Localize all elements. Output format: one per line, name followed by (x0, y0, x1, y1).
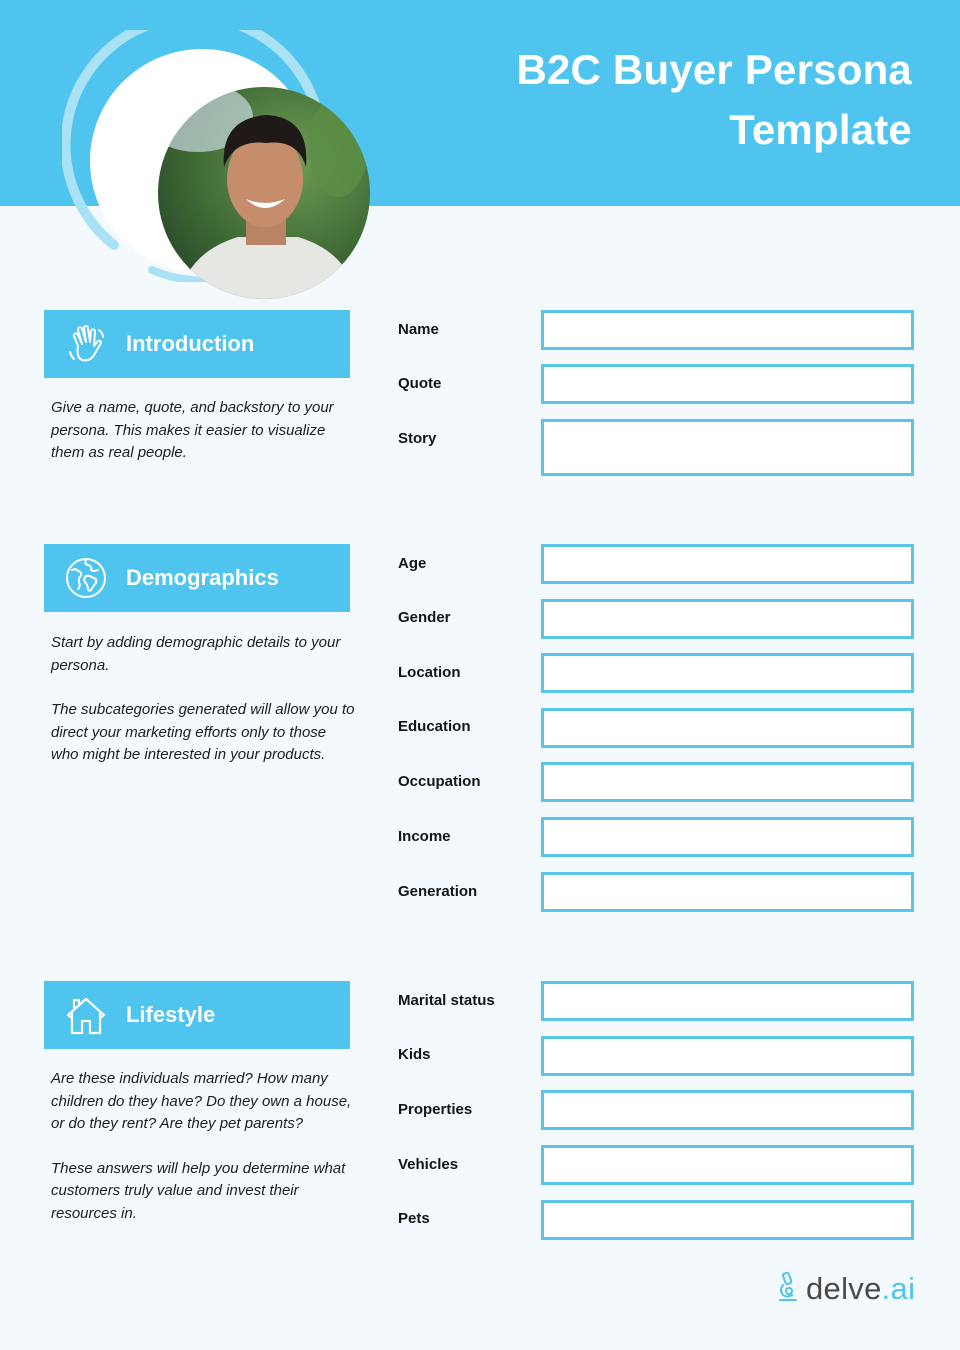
waving-hand-icon (64, 322, 108, 366)
section-description-introduction (51, 397, 356, 465)
field-label-generation: Generation (398, 883, 478, 900)
section-description-lifestyle (51, 1068, 356, 1225)
properties-field[interactable] (541, 1090, 914, 1130)
microscope-icon (778, 1270, 798, 1307)
quote-field[interactable] (541, 364, 914, 404)
field-label-pets: Pets (398, 1210, 430, 1227)
field-label-name: Name (398, 321, 439, 338)
title-line-2: Template (729, 106, 912, 153)
field-label-vehicles: Vehicles (398, 1156, 459, 1173)
section-header-introduction (44, 310, 350, 378)
persona-avatar (62, 30, 332, 282)
section-header-demographics (44, 544, 350, 612)
description-paragraph: These answers will help you determine what customers truly value and invest their resources in. (51, 1159, 346, 1222)
age-field[interactable] (541, 544, 914, 584)
logo-wordmark (806, 1271, 915, 1307)
location-field[interactable] (541, 653, 914, 693)
pets-field[interactable] (541, 1200, 914, 1240)
gender-field[interactable] (541, 599, 914, 639)
section-title: Demographics (126, 565, 279, 590)
logo-suffix-text: .ai (881, 1270, 916, 1306)
section-header-lifestyle (44, 981, 350, 1049)
field-label-story: Story (398, 430, 437, 447)
section-title: Lifestyle (126, 1002, 216, 1027)
logo-main-text: delve (806, 1270, 882, 1306)
section-title: Introduction (126, 331, 255, 356)
field-label-quote: Quote (398, 375, 442, 392)
field-label-kids: Kids (398, 1046, 431, 1063)
globe-icon (64, 556, 108, 600)
field-label-properties: Properties (398, 1101, 473, 1118)
avatar-photo (158, 87, 370, 299)
page-title (516, 40, 912, 160)
description-paragraph: Start by adding demographic details to your persona. (51, 634, 341, 674)
field-label-education: Education (398, 718, 471, 735)
title-line-1: B2C Buyer Persona (516, 46, 912, 93)
income-field[interactable] (541, 817, 914, 857)
field-label-age: Age (398, 555, 427, 572)
kids-field[interactable] (541, 1036, 914, 1076)
section-description-demographics (51, 632, 356, 767)
field-label-gender: Gender (398, 609, 451, 626)
marital-status-field[interactable] (541, 981, 914, 1021)
field-label-marital-status: Marital status (398, 992, 495, 1009)
house-icon (64, 993, 108, 1037)
generation-field[interactable] (541, 872, 914, 912)
education-field[interactable] (541, 708, 914, 748)
description-paragraph: Give a name, quote, and backstory to your persona. This makes it easier to visualize them as real people. (51, 399, 334, 461)
story-field[interactable] (541, 419, 914, 476)
field-label-location: Location (398, 664, 461, 681)
vehicles-field[interactable] (541, 1145, 914, 1185)
description-paragraph: Are these individuals married? How many children do they have? Do they own a house, or do they rent? Are they pet parents? (51, 1070, 352, 1132)
name-field[interactable] (541, 310, 914, 350)
field-label-income: Income (398, 828, 451, 845)
occupation-field[interactable] (541, 762, 914, 802)
description-paragraph: The subcategories generated will allow you to direct your marketing efforts only to those who might be interested in your products. (51, 701, 355, 763)
delve-ai-logo (778, 1270, 915, 1307)
field-label-occupation: Occupation (398, 773, 481, 790)
